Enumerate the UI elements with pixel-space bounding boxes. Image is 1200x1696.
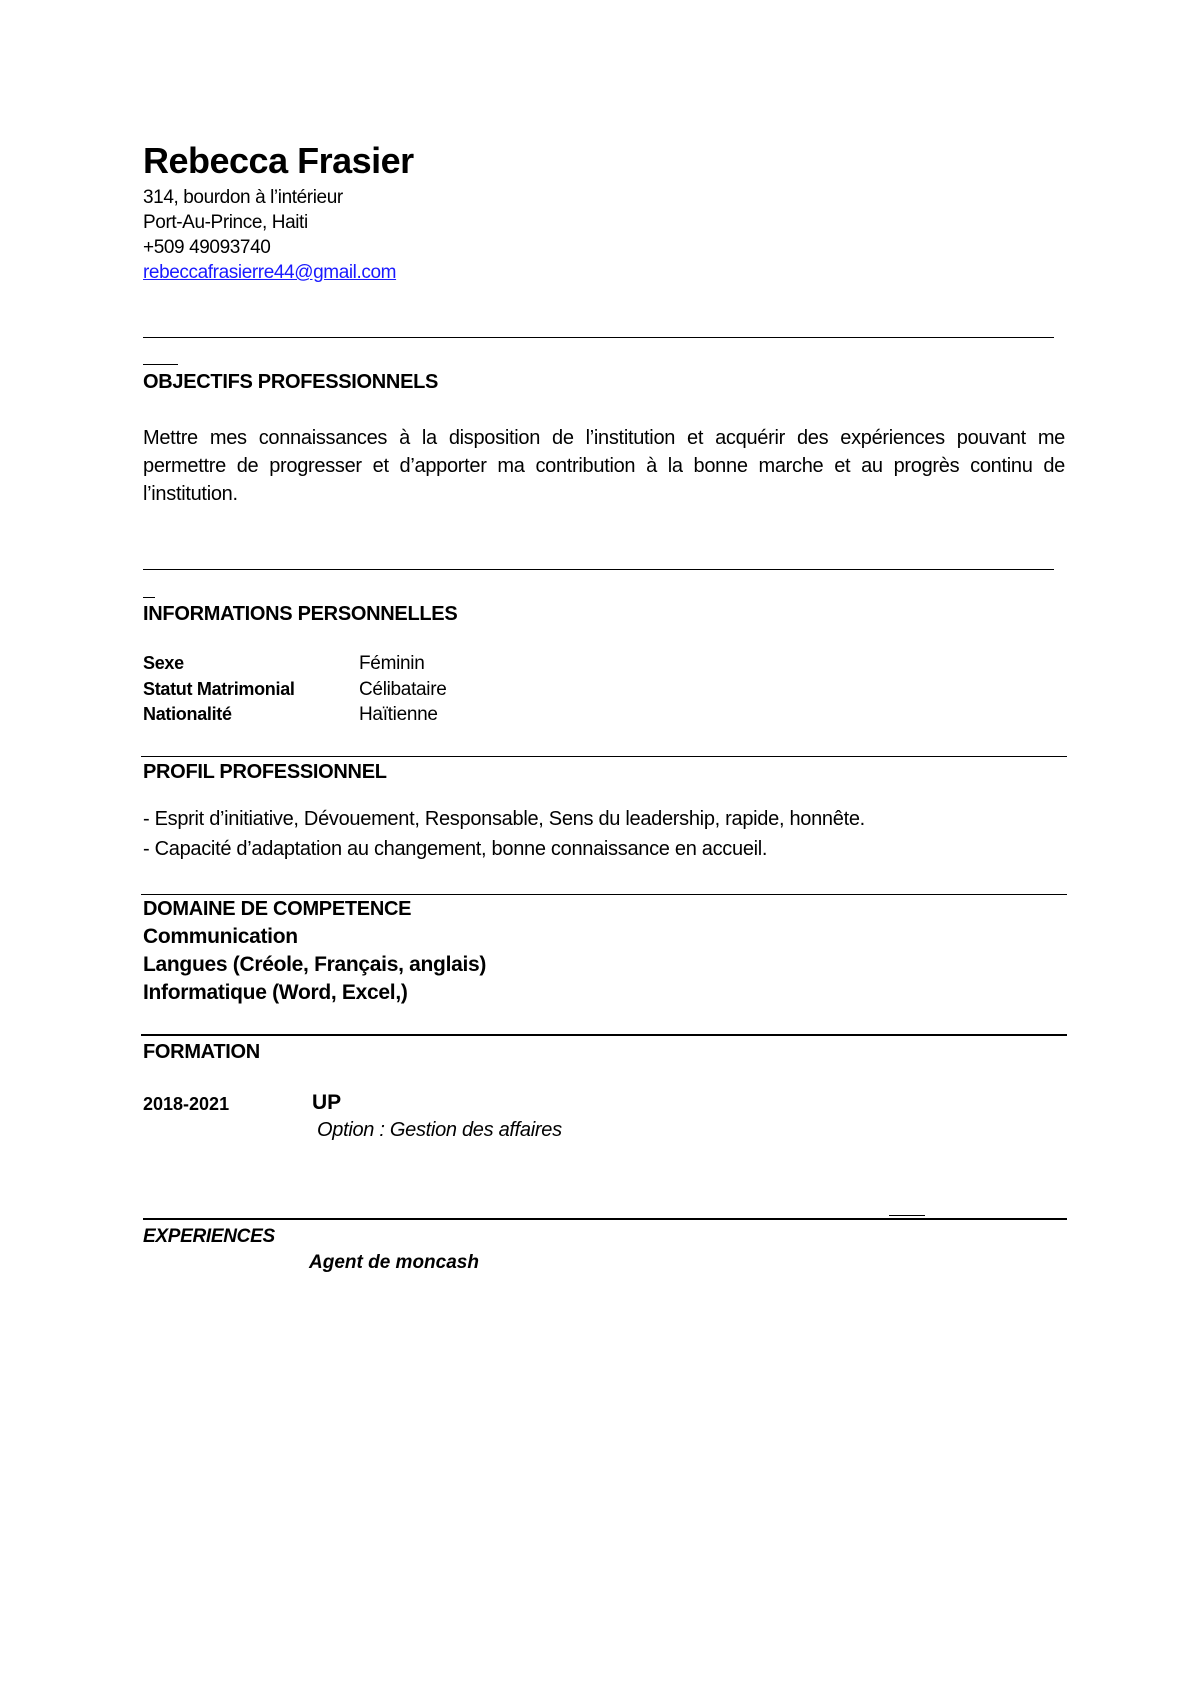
divider-stub xyxy=(889,1215,925,1216)
marital-status-label: Statut Matrimonial xyxy=(143,679,295,699)
education-years: 2018-2021 xyxy=(143,1094,230,1114)
skills-heading: DOMAINE DE COMPETENCE xyxy=(143,898,412,920)
profile-line: - Esprit d’initiative, Dévouement, Responsable, Sens du leadership, rapide, honnête. xyxy=(143,808,865,830)
sex-label: Sexe xyxy=(143,653,184,673)
profile-heading: PROFIL PROFESSIONNEL xyxy=(143,761,387,783)
nationality-value: Haïtienne xyxy=(359,704,438,725)
section-divider xyxy=(143,337,1054,338)
experience-title: Agent de moncash xyxy=(309,1252,479,1273)
skill-item: Communication xyxy=(143,925,298,948)
sex-value: Féminin xyxy=(359,653,425,674)
marital-status-value: Célibataire xyxy=(359,679,447,700)
section-divider xyxy=(141,756,1067,757)
section-divider xyxy=(141,1034,1067,1036)
address-line-1: 314, bourdon à l’intérieur xyxy=(143,187,343,208)
personal-info-heading: INFORMATIONS PERSONNELLES xyxy=(143,603,458,625)
candidate-name: Rebecca Frasier xyxy=(143,140,414,181)
address-line-2: Port-Au-Prince, Haiti xyxy=(143,212,308,233)
objectives-heading: OBJECTIFS PROFESSIONNELS xyxy=(143,371,439,393)
nationality-label: Nationalité xyxy=(143,704,232,724)
email-link[interactable]: rebeccafrasierre44@gmail.com xyxy=(143,262,397,283)
phone-number: +509 49093740 xyxy=(143,237,271,258)
skill-item: Informatique (Word, Excel,) xyxy=(143,981,408,1004)
education-school: UP xyxy=(312,1091,342,1114)
section-divider xyxy=(143,1218,1067,1220)
education-option: Option : Gestion des affaires xyxy=(317,1119,562,1141)
skill-item: Langues (Créole, Français, anglais) xyxy=(143,953,487,976)
profile-line: - Capacité d’adaptation au changement, bonne connaissance en accueil. xyxy=(143,838,768,860)
divider-stub xyxy=(143,364,178,365)
section-divider xyxy=(143,569,1054,570)
objectives-text: Mettre mes connaissances à la disposition de l’institution et acquérir des expériences pouvant me permettre de progresser et d’apporter ma contribution à la bonne marche et au progrès continu de l’institution. xyxy=(143,427,1065,505)
divider-stub xyxy=(143,597,155,598)
section-divider xyxy=(141,894,1067,895)
education-heading: FORMATION xyxy=(143,1041,260,1063)
experience-heading: EXPERIENCES xyxy=(143,1226,275,1247)
